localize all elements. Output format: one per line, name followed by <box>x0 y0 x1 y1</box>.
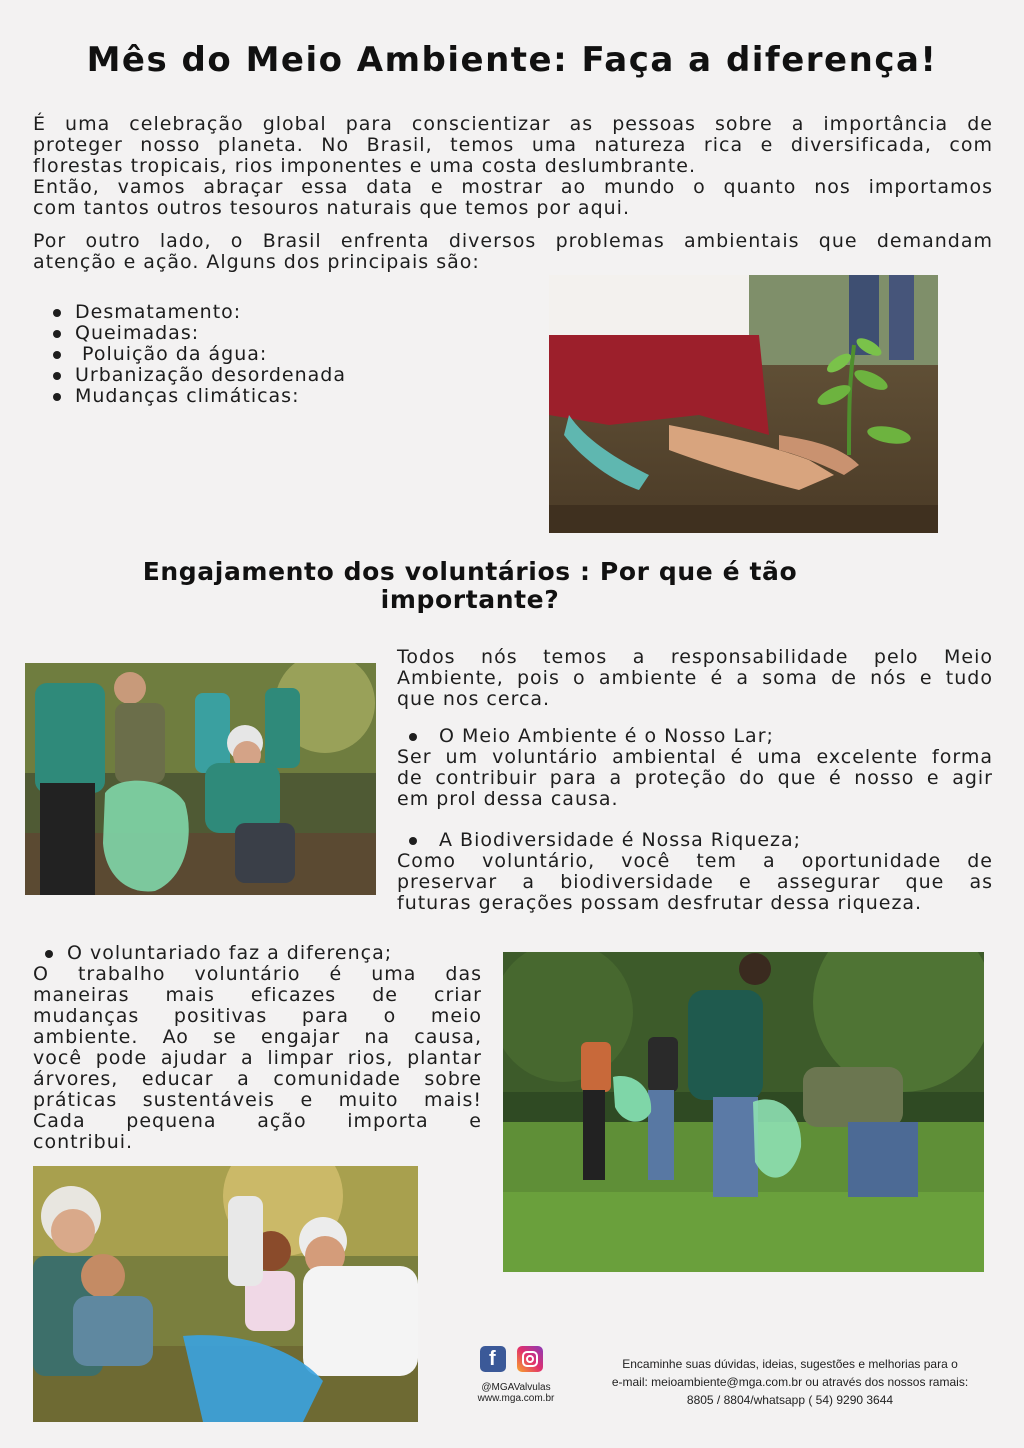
text-line: maneiras mais eficazes de criar <box>33 984 482 1006</box>
heading-line: Engajamento dos voluntários : Por que é tão <box>142 557 798 586</box>
text-line: Todos nós temos a responsabilidade pelo Meio <box>397 646 993 668</box>
text-line: mudanças positivas para o meio <box>33 1005 482 1027</box>
text-line: preservar a biodiversidade e assegurar que as <box>397 871 993 893</box>
text-line: você pode ajudar a limpar rios, plantar <box>33 1047 482 1069</box>
text-line: com tantos outros tesouros naturais que temos por aqui. <box>33 197 630 219</box>
social-handle: @MGAValvulas <box>481 1382 551 1393</box>
planting-photo <box>549 275 938 533</box>
contact-footer <box>580 1355 1000 1409</box>
point-biodiversity <box>397 830 993 914</box>
text-line: Cada pequena ação importa e <box>33 1110 482 1132</box>
text-line: Ser um voluntário ambiental é uma excelente forma <box>397 746 993 768</box>
list-item: Desmatamento: <box>33 302 533 323</box>
intro-paragraph-2 <box>33 231 993 273</box>
text-line: Como voluntário, você tem a oportunidade de <box>397 850 993 872</box>
point-volunteering <box>33 943 482 1153</box>
facebook-icon[interactable]: f <box>480 1346 506 1372</box>
intro-paragraph-1 <box>33 114 993 219</box>
text-line: proteger nosso planeta. No Brasil, temos uma natureza rica e diversificada, com <box>33 134 993 156</box>
footer-line: Encaminhe suas dúvidas, ideias, sugestões e melhorias para o <box>622 1357 958 1371</box>
text-line: ambiente. Ao se engajar na causa, <box>33 1026 482 1048</box>
section-heading <box>60 558 880 614</box>
footer-line: e-mail: meioambiente@mga.com.br ou através dos nossos ramais: <box>611 1375 969 1389</box>
volunteers-bag-photo <box>25 663 376 895</box>
text-line: em prol dessa causa. <box>397 788 619 810</box>
page-title: Mês do Meio Ambiente: Faça a diferença! <box>86 40 938 80</box>
point-heading <box>33 943 482 964</box>
text-line: É uma celebração global para conscientizar as pessoas sobre a importância de <box>33 113 993 135</box>
text-line: Ambiente, pois o ambiente é a soma de nós e tudo <box>397 667 993 689</box>
list-item: Mudanças climáticas: <box>33 386 533 407</box>
responsibility-paragraph <box>397 647 993 710</box>
website-link[interactable]: www.mga.com.br <box>477 1393 555 1404</box>
text-line: contribui. <box>33 1131 134 1153</box>
list-item: Queimadas: <box>33 323 533 344</box>
text-line: práticas sustentáveis e muito mais! <box>33 1089 482 1111</box>
text-line: Por outro lado, o Brasil enfrenta diversos problemas ambientais que demandam <box>33 230 993 252</box>
heading-line: importante? <box>380 585 560 614</box>
family-cleanup-photo <box>33 1166 418 1422</box>
text-line: futuras gerações possam desfrutar dessa riqueza. <box>397 892 923 914</box>
problems-list <box>33 302 533 407</box>
point-heading: O Meio Ambiente é o Nosso Lar; <box>397 726 993 747</box>
text-line: árvores, educar a comunidade sobre <box>33 1068 482 1090</box>
text-line: O trabalho voluntário é uma das <box>33 963 482 985</box>
text-line: florestas tropicais, rios imponentes e uma costa deslumbrante. <box>33 155 697 177</box>
text-line: de contribuir para a proteção do que é nosso e agir <box>397 767 993 789</box>
text-line: atenção e ação. Alguns dos principais são: <box>33 251 480 273</box>
list-item: Poluição da água: <box>33 344 533 365</box>
text-line: que nos cerca. <box>397 688 551 710</box>
park-cleanup-photo <box>503 952 984 1272</box>
list-item: Urbanização desordenada <box>33 365 533 386</box>
point-home <box>397 726 993 810</box>
text-line: Então, vamos abraçar essa data e mostrar ao mundo o quanto nos importamos <box>33 176 993 198</box>
point-heading-text: O voluntariado faz a diferença; <box>67 942 393 964</box>
point-heading: A Biodiversidade é Nossa Riqueza; <box>397 830 993 851</box>
footer-line: 8805 / 8804/whatsapp ( 54) 9290 3644 <box>686 1393 894 1407</box>
instagram-icon[interactable] <box>517 1346 543 1372</box>
